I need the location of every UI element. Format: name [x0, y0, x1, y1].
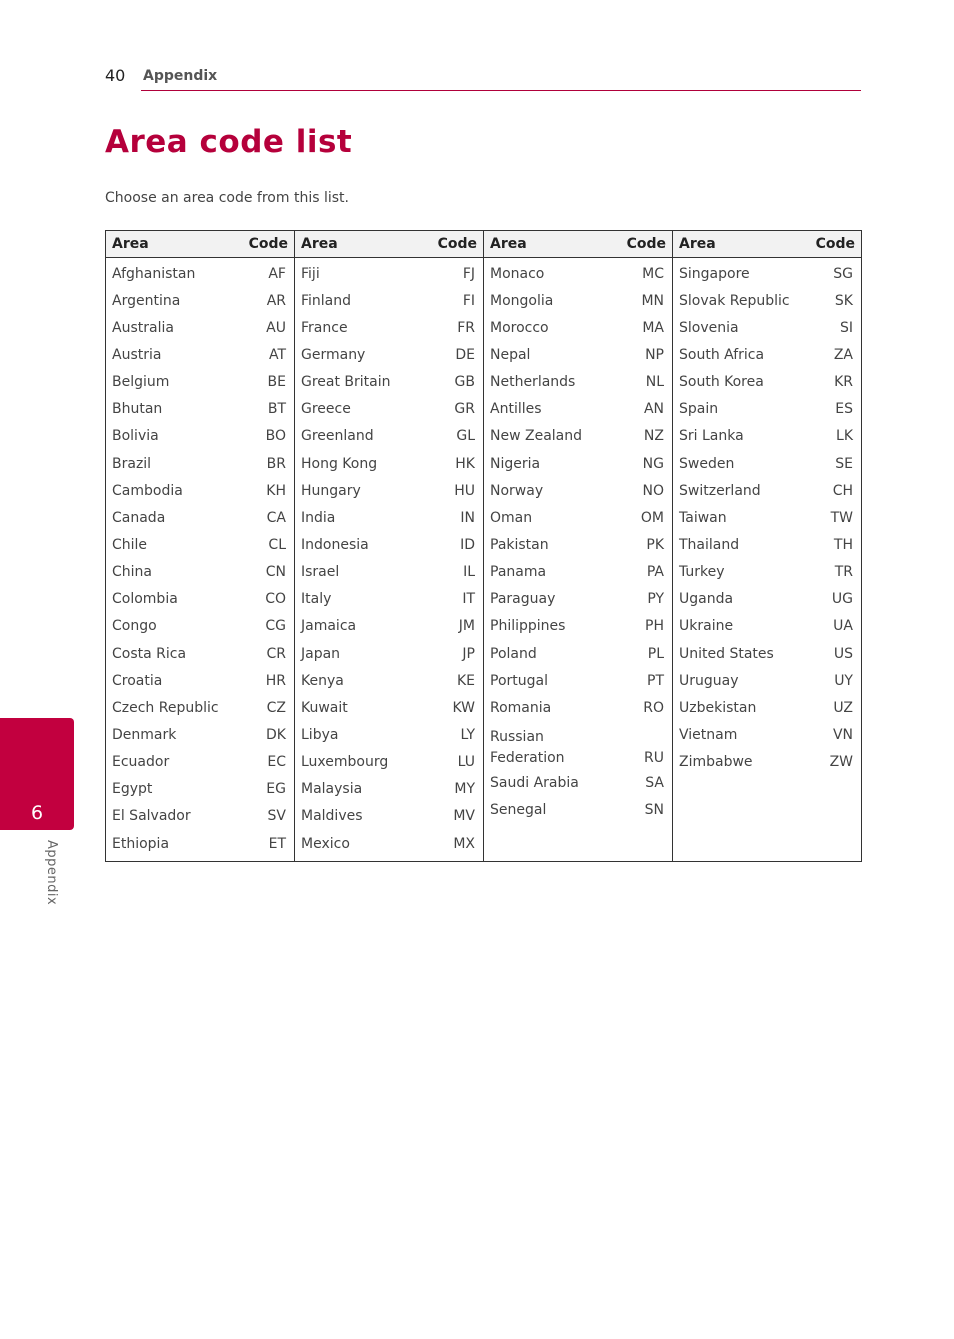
- area-code: LY: [460, 726, 475, 743]
- table-row: [295, 396, 483, 423]
- table-row: [295, 504, 483, 531]
- area-code: SG: [833, 265, 853, 282]
- area-code: SN: [644, 802, 664, 819]
- area-name: Canada: [112, 509, 166, 526]
- area-code: SA: [645, 774, 664, 791]
- chapter-number: 6: [30, 802, 44, 824]
- intro-text: Choose an area code from this list.: [105, 190, 349, 206]
- area-code: EC: [267, 754, 286, 771]
- area-name: Finland: [301, 292, 352, 309]
- table-row: [673, 260, 861, 287]
- table-row: [484, 797, 672, 824]
- table-row: [106, 667, 294, 694]
- area-code: AN: [643, 401, 664, 418]
- chapter-label: Appendix: [44, 840, 59, 906]
- area-name: Mongolia: [490, 292, 554, 309]
- area-name: Bhutan: [112, 401, 163, 418]
- table-row: [484, 287, 672, 314]
- area-code: NO: [642, 482, 664, 499]
- table-row: [106, 721, 294, 748]
- area-code: CR: [266, 645, 286, 662]
- area-code: GR: [454, 401, 475, 418]
- area-code: NP: [645, 346, 664, 363]
- area-code: PK: [646, 536, 664, 553]
- area-name: Great Britain: [301, 374, 391, 391]
- area-code: CA: [266, 509, 286, 526]
- area-code: ZA: [833, 346, 853, 363]
- table-row: [106, 504, 294, 531]
- table-column: [483, 231, 672, 861]
- area-name: Switzerland: [679, 482, 761, 499]
- table-row: [484, 640, 672, 667]
- area-name: Oman: [490, 509, 533, 526]
- area-code: KR: [834, 374, 853, 391]
- area-name: Croatia: [112, 672, 163, 689]
- table-row: [295, 423, 483, 450]
- area-name: China: [112, 564, 152, 581]
- area-header: Area: [301, 236, 338, 252]
- area-name: Portugal: [490, 672, 548, 689]
- area-code: VN: [832, 726, 853, 743]
- table-row: [673, 721, 861, 748]
- table-row: [106, 613, 294, 640]
- table-row: [484, 369, 672, 396]
- table-row: [295, 803, 483, 830]
- area-name: South Korea: [679, 374, 764, 391]
- area-code: CL: [268, 536, 286, 553]
- area-name: Monaco: [490, 265, 545, 282]
- table-row: [295, 613, 483, 640]
- table-row: [484, 396, 672, 423]
- area-name: United States: [679, 645, 774, 662]
- area-code: SE: [835, 455, 853, 472]
- area-name: Brazil: [112, 455, 152, 472]
- table-row: [673, 450, 861, 477]
- area-code: PY: [647, 591, 664, 608]
- table-row: [295, 341, 483, 368]
- area-code: KH: [266, 482, 286, 499]
- table-row: [106, 287, 294, 314]
- table-row: [106, 341, 294, 368]
- area-name: Italy: [301, 591, 332, 608]
- code-header: Code: [626, 236, 666, 252]
- area-name: Morocco: [490, 319, 549, 336]
- table-column: [294, 231, 483, 861]
- table-row: [484, 721, 672, 769]
- table-row: [673, 504, 861, 531]
- area-name: Uruguay: [679, 672, 739, 689]
- area-code: PH: [645, 618, 664, 635]
- area-name: Hungary: [301, 482, 361, 499]
- table-row: [673, 287, 861, 314]
- table-row: [295, 260, 483, 287]
- area-name: Czech Republic: [112, 699, 219, 716]
- area-code: DK: [266, 726, 286, 743]
- area-name: Netherlands: [490, 374, 576, 391]
- table-row: [106, 640, 294, 667]
- area-code: OM: [640, 509, 664, 526]
- table-row: [673, 314, 861, 341]
- area-name: Singapore: [679, 265, 750, 282]
- table-column: [672, 231, 861, 861]
- table-row: [106, 423, 294, 450]
- area-name: Norway: [490, 482, 544, 499]
- area-name: Taiwan: [679, 509, 727, 526]
- area-name: Maldives: [301, 808, 363, 825]
- page-number: 40: [105, 66, 126, 85]
- area-code-table: [105, 230, 862, 862]
- table-row: [295, 314, 483, 341]
- area-name: New Zealand: [490, 428, 582, 445]
- area-code: FI: [462, 292, 475, 309]
- table-row: [106, 776, 294, 803]
- area-name: Nigeria: [490, 455, 541, 472]
- area-name: Chile: [112, 536, 148, 553]
- area-name: Greenland: [301, 428, 374, 445]
- area-name: Argentina: [112, 292, 181, 309]
- area-name: Thailand: [679, 536, 740, 553]
- table-row: [106, 694, 294, 721]
- area-name: Egypt: [112, 781, 153, 798]
- area-code: MY: [454, 781, 475, 798]
- table-row: [484, 341, 672, 368]
- area-code: AU: [266, 319, 286, 336]
- table-row: [295, 450, 483, 477]
- area-code: ES: [835, 401, 853, 418]
- area-name: Colombia: [112, 591, 178, 608]
- table-row: [106, 586, 294, 613]
- area-name: Senegal: [490, 802, 547, 819]
- area-code: CZ: [266, 699, 286, 716]
- area-code: UY: [834, 672, 853, 689]
- area-code: LK: [836, 428, 853, 445]
- table-row: [295, 640, 483, 667]
- table-row: [484, 769, 672, 796]
- table-row: [484, 423, 672, 450]
- area-code: ZW: [829, 754, 853, 771]
- area-code: JP: [462, 645, 475, 662]
- table-row: [673, 586, 861, 613]
- area-name: Indonesia: [301, 536, 369, 553]
- area-code: MX: [453, 835, 475, 852]
- page-title: Area code list: [105, 124, 353, 160]
- area-name: Slovak Republic: [679, 292, 790, 309]
- table-row: [106, 450, 294, 477]
- table-row: [484, 260, 672, 287]
- area-name: Libya: [301, 726, 339, 743]
- table-row: [295, 776, 483, 803]
- area-code: CN: [265, 564, 286, 581]
- area-name: Turkey: [679, 564, 725, 581]
- area-name: Australia: [112, 319, 174, 336]
- table-row: [295, 559, 483, 586]
- table-row: [295, 586, 483, 613]
- area-code: KW: [452, 699, 475, 716]
- area-name: Afghanistan: [112, 265, 196, 282]
- area-code: SV: [267, 808, 286, 825]
- table-row: [106, 531, 294, 558]
- table-row: [673, 640, 861, 667]
- column-header: [295, 231, 483, 258]
- table-row: [295, 830, 483, 857]
- area-code: GL: [456, 428, 475, 445]
- area-name: Vietnam: [679, 726, 738, 743]
- table-row: [484, 694, 672, 721]
- area-code: TH: [833, 536, 853, 553]
- area-code: BE: [267, 374, 286, 391]
- header-divider: [141, 90, 861, 91]
- area-code: BT: [267, 401, 286, 418]
- area-code: RU: [644, 750, 664, 767]
- area-code: IT: [462, 591, 475, 608]
- table-row: [295, 667, 483, 694]
- table-row: [106, 830, 294, 857]
- area-code: IL: [463, 564, 475, 581]
- area-code: UA: [833, 618, 853, 635]
- area-code: HK: [455, 455, 475, 472]
- area-code: AR: [266, 292, 286, 309]
- area-header: Area: [490, 236, 527, 252]
- table-row: [673, 749, 861, 776]
- code-header: Code: [815, 236, 855, 252]
- area-code: CH: [832, 482, 853, 499]
- area-code: PL: [647, 645, 664, 662]
- section-label: Appendix: [143, 68, 218, 84]
- chapter-tab: [0, 718, 74, 830]
- table-row: [106, 749, 294, 776]
- table-row: [484, 504, 672, 531]
- table-row: [106, 477, 294, 504]
- table-row: [673, 694, 861, 721]
- area-name: Sweden: [679, 455, 735, 472]
- area-code: GB: [454, 374, 475, 391]
- table-row: [295, 477, 483, 504]
- area-name: Denmark: [112, 726, 177, 743]
- area-name: Japan: [301, 645, 341, 662]
- area-name: Jamaica: [301, 618, 357, 635]
- area-name: Fiji: [301, 265, 320, 282]
- table-row: [673, 341, 861, 368]
- area-code: IN: [460, 509, 475, 526]
- area-name: Malaysia: [301, 781, 363, 798]
- area-code: SI: [839, 319, 853, 336]
- area-name: India: [301, 509, 336, 526]
- area-name: Uzbekistan: [679, 699, 757, 716]
- area-name: Pakistan: [490, 536, 549, 553]
- area-name: Luxembourg: [301, 754, 389, 771]
- table-row: [106, 369, 294, 396]
- area-name: Russian Federation: [490, 729, 565, 767]
- area-header: Area: [112, 236, 149, 252]
- area-code: HR: [265, 672, 286, 689]
- table-row: [295, 694, 483, 721]
- area-code: EG: [266, 781, 286, 798]
- table-row: [484, 586, 672, 613]
- table-row: [295, 369, 483, 396]
- area-code: US: [833, 645, 853, 662]
- table-row: [295, 287, 483, 314]
- area-code: BO: [265, 428, 286, 445]
- area-name: Sri Lanka: [679, 428, 744, 445]
- area-name: Belgium: [112, 374, 170, 391]
- code-header: Code: [437, 236, 477, 252]
- area-name: Germany: [301, 346, 366, 363]
- area-code: MA: [642, 319, 664, 336]
- area-name: Kenya: [301, 672, 344, 689]
- table-row: [673, 613, 861, 640]
- table-row: [106, 396, 294, 423]
- area-code: FJ: [462, 265, 475, 282]
- table-row: [673, 667, 861, 694]
- area-code: AF: [268, 265, 286, 282]
- table-row: [673, 396, 861, 423]
- area-name: Spain: [679, 401, 719, 418]
- area-code: KE: [456, 672, 475, 689]
- area-name: Ukraine: [679, 618, 734, 635]
- area-name: Cambodia: [112, 482, 183, 499]
- area-code: TR: [834, 564, 853, 581]
- area-name: Slovenia: [679, 319, 739, 336]
- area-code: UG: [831, 591, 853, 608]
- table-column: [106, 231, 294, 861]
- area-name: Austria: [112, 346, 162, 363]
- area-code: AT: [268, 346, 286, 363]
- code-header: Code: [248, 236, 288, 252]
- table-row: [106, 559, 294, 586]
- area-name: Antilles: [490, 401, 542, 418]
- area-name: Hong Kong: [301, 455, 378, 472]
- table-row: [295, 749, 483, 776]
- table-row: [673, 423, 861, 450]
- area-name: Panama: [490, 564, 547, 581]
- area-code: LU: [457, 754, 475, 771]
- area-code: PA: [646, 564, 664, 581]
- area-name: Bolivia: [112, 428, 159, 445]
- area-code: TW: [830, 509, 853, 526]
- table-row: [106, 803, 294, 830]
- area-code: NZ: [643, 428, 664, 445]
- area-code: HU: [454, 482, 475, 499]
- area-name: Costa Rica: [112, 645, 187, 662]
- area-name: Kuwait: [301, 699, 348, 716]
- area-name: Mexico: [301, 835, 350, 852]
- table-row: [673, 369, 861, 396]
- area-name: Paraguay: [490, 591, 556, 608]
- area-code: NL: [645, 374, 664, 391]
- area-name: Poland: [490, 645, 537, 662]
- area-name: Israel: [301, 564, 340, 581]
- area-name: Zimbabwe: [679, 754, 753, 771]
- area-code: BR: [266, 455, 286, 472]
- area-code: ID: [460, 536, 475, 553]
- area-code: MC: [642, 265, 664, 282]
- area-name: Saudi Arabia: [490, 774, 579, 791]
- area-name: France: [301, 319, 348, 336]
- area-code: SK: [834, 292, 853, 309]
- area-code: MV: [453, 808, 475, 825]
- area-code: UZ: [833, 699, 853, 716]
- area-code: NG: [642, 455, 664, 472]
- area-name: Romania: [490, 699, 552, 716]
- table-row: [484, 477, 672, 504]
- table-row: [484, 531, 672, 558]
- column-header: [106, 231, 294, 258]
- area-code: ET: [268, 835, 286, 852]
- area-code: MN: [641, 292, 664, 309]
- table-row: [106, 314, 294, 341]
- area-code: CG: [265, 618, 286, 635]
- area-name: Nepal: [490, 346, 531, 363]
- table-row: [484, 559, 672, 586]
- area-code: JM: [458, 618, 475, 635]
- area-code: PT: [647, 672, 664, 689]
- area-name: Uganda: [679, 591, 734, 608]
- page-header: [105, 64, 861, 92]
- table-row: [295, 721, 483, 748]
- area-name: Greece: [301, 401, 351, 418]
- table-row: [673, 559, 861, 586]
- area-code: FR: [457, 319, 475, 336]
- area-code: DE: [455, 346, 475, 363]
- area-name: El Salvador: [112, 808, 191, 825]
- table-row: [484, 667, 672, 694]
- area-header: Area: [679, 236, 716, 252]
- column-header: [484, 231, 672, 258]
- table-row: [484, 613, 672, 640]
- table-row: [673, 477, 861, 504]
- area-name: Ethiopia: [112, 835, 170, 852]
- area-name: Congo: [112, 618, 157, 635]
- table-row: [673, 531, 861, 558]
- table-row: [484, 314, 672, 341]
- area-code: RO: [643, 699, 664, 716]
- area-name: South Africa: [679, 346, 765, 363]
- area-name: Philippines: [490, 618, 566, 635]
- table-row: [484, 450, 672, 477]
- area-code: CO: [265, 591, 286, 608]
- table-row: [295, 531, 483, 558]
- area-name: Ecuador: [112, 754, 170, 771]
- column-header: [673, 231, 861, 258]
- table-row: [106, 260, 294, 287]
